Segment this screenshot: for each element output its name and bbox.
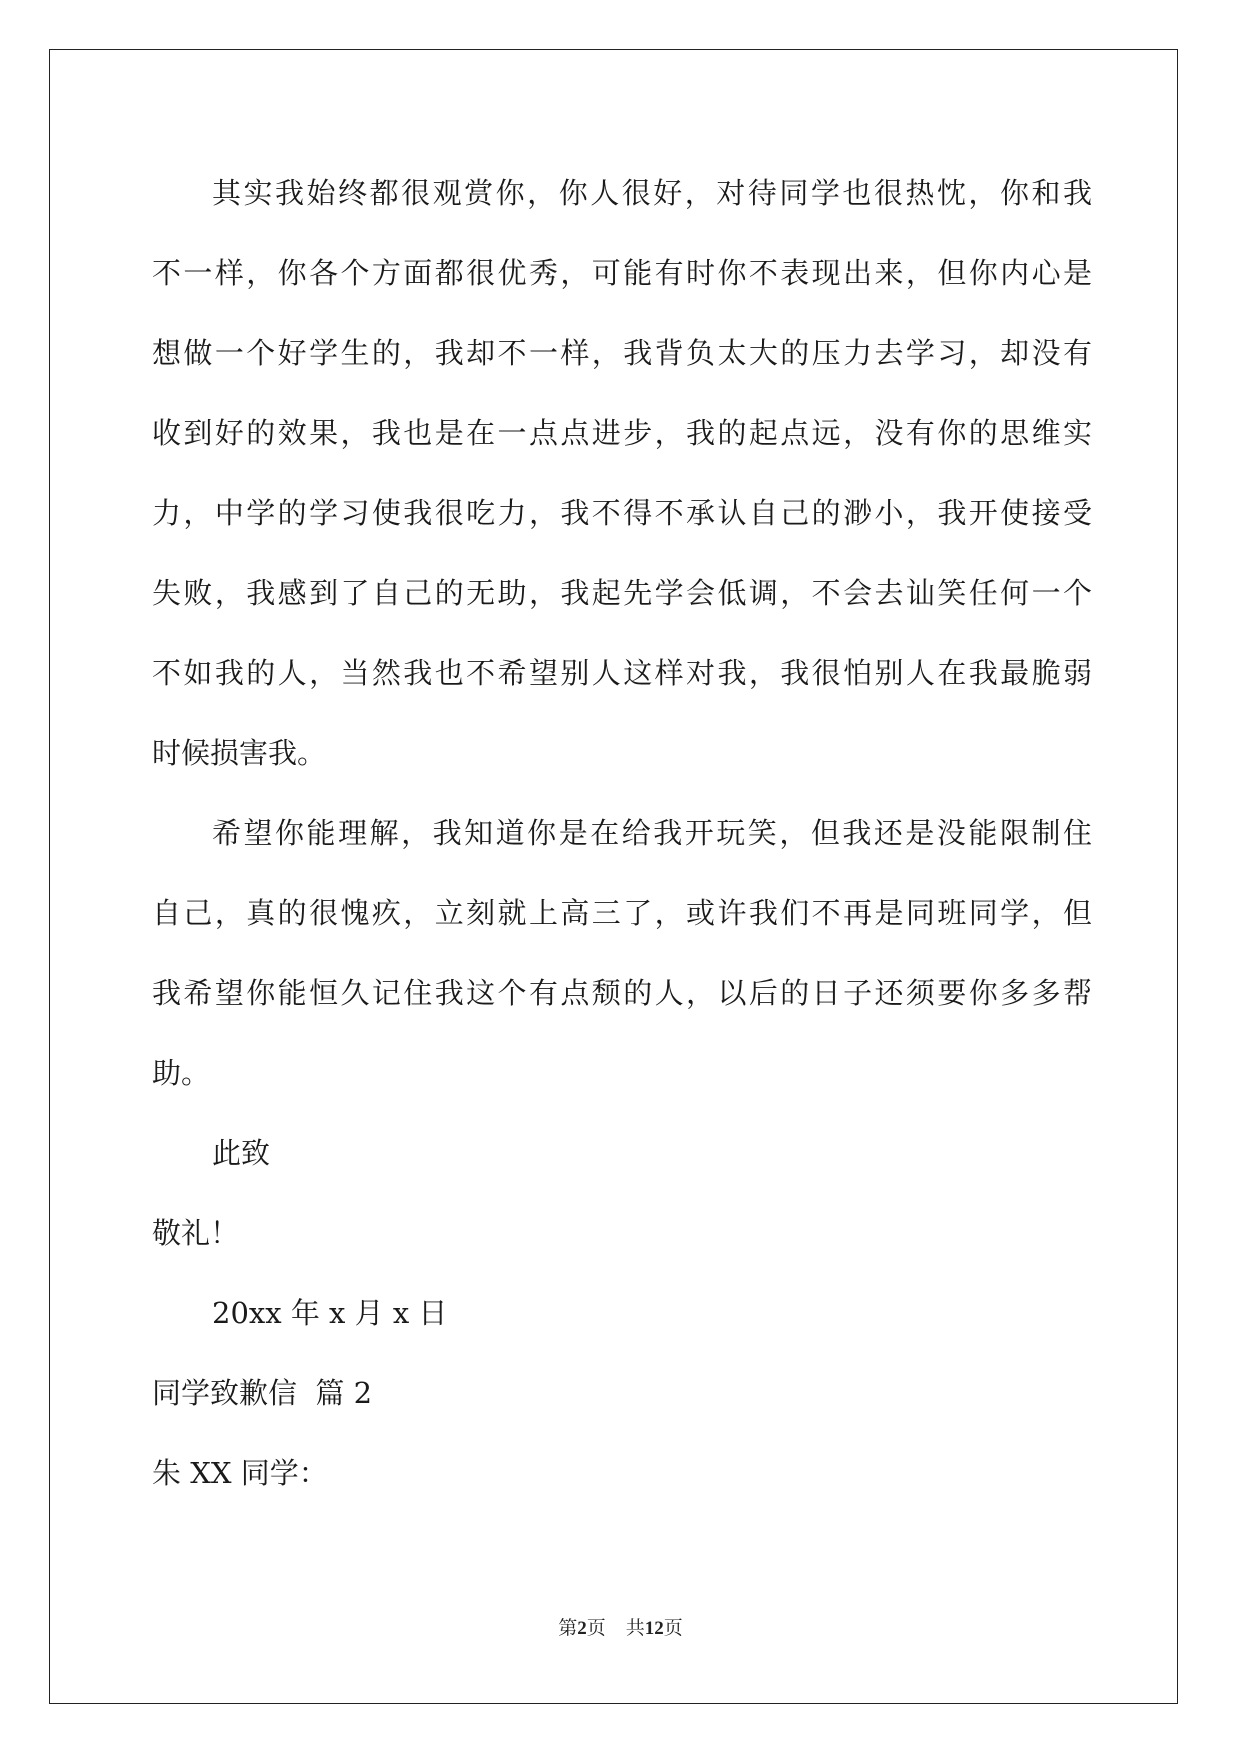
- paragraph-1-line-5: 力，中学的学习使我很吃力，我不得不承认自己的渺小，我开使接受: [152, 496, 1092, 530]
- paragraph-1-line-6: 失败，我感到了自己的无助，我起先学会低调，不会去讪笑任何一个: [152, 576, 1092, 610]
- paragraph-2-line-1: 希望你能理解，我知道你是在给我开玩笑，但我还是没能限制住: [212, 816, 1092, 850]
- paragraph-1-line-8: 时候损害我。: [152, 736, 327, 770]
- paragraph-1-line-1: 其实我始终都很观赏你，你人很好，对待同学也很热忱，你和我: [212, 176, 1092, 210]
- paragraph-1-line-3: 想做一个好学生的，我却不一样，我背负太大的压力去学习，却没有: [152, 336, 1092, 370]
- page-number: 2: [577, 1618, 587, 1639]
- salutation: 朱 XX 同学：: [152, 1456, 328, 1490]
- section-heading: 同学致歉信 篇 2: [152, 1376, 373, 1410]
- paragraph-1-line-2: 不一样，你各个方面都很优秀，可能有时你不表现出来，但你内心是: [152, 256, 1092, 290]
- page-footer: [0, 1616, 1241, 1641]
- total-suffix: 页: [663, 1617, 683, 1639]
- paragraph-1-line-7: 不如我的人，当然我也不希望别人这样对我，我很怕别人在我最脆弱: [152, 656, 1092, 690]
- total-prefix: 共: [625, 1617, 645, 1639]
- closing-salute: 敬礼！: [152, 1216, 240, 1250]
- closing-regards: 此致: [212, 1136, 271, 1170]
- paragraph-2-line-4: 助。: [152, 1056, 211, 1090]
- page-suffix: 页: [586, 1617, 606, 1639]
- paragraph-1-line-4: 收到好的效果，我也是在一点点进步，我的起点远，没有你的思维实: [152, 416, 1092, 450]
- paragraph-2-line-2: 自己，真的很愧疚，立刻就上高三了，或许我们不再是同班同学，但: [152, 896, 1092, 930]
- letter-date: 20xx 年 x 月 x 日: [212, 1296, 448, 1330]
- paragraph-2-line-3: 我希望你能恒久记住我这个有点颓的人，以后的日子还须要你多多帮: [152, 976, 1092, 1010]
- total-pages: 12: [644, 1618, 664, 1639]
- page-prefix: 第: [558, 1617, 578, 1639]
